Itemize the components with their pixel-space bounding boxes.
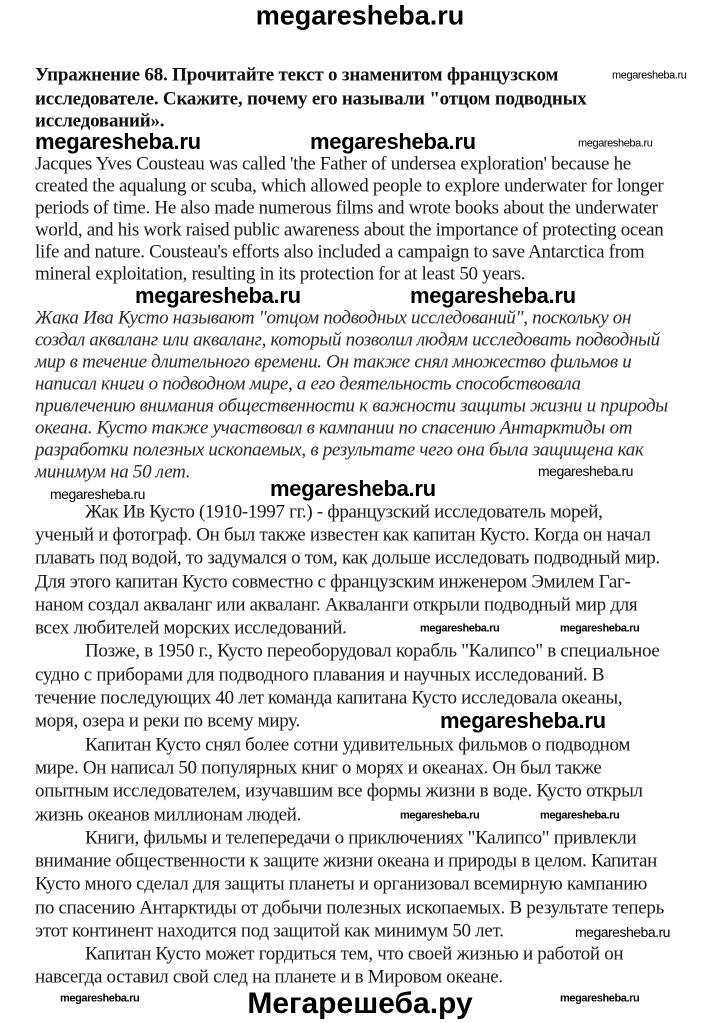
translation-line: создал акваланг или акваланг, который позволил людям исследовать подводный [35, 329, 660, 351]
watermark: megaresheba.ru [560, 622, 640, 635]
text-line: Для этого капитан Кусто совместно с французским инженером Эмилем Гаг- [35, 571, 631, 593]
watermark: megaresheba.ru [575, 924, 670, 940]
watermark: megaresheba.ru [578, 137, 653, 150]
watermark: megaresheba.ru [35, 129, 201, 154]
text-line: опытным исследователем, изучавшим все формы жизни в воде. Кусто открыл [35, 780, 643, 802]
text-line: плавать под водой, то задумался о том, как дольше исследовать подводный мир. [35, 547, 660, 569]
text-line: Кусто много сделал для защиты планеты и организовал всемирную кампанию [35, 873, 648, 895]
exercise-title-line: Упражнение 68. Прочитайте текст о знаменитом французском [35, 64, 559, 86]
exercise-title-line: исследований». [35, 110, 165, 132]
text-line: Жак Ив Кусто (1910-1997 гг.) - французский исследователь морей, [85, 501, 603, 523]
text-line: жизнь океанов миллионам людей. [35, 804, 302, 826]
watermark: megaresheba.ru [420, 622, 500, 635]
text-line: течение последующих 40 лет команда капитана Кусто исследовала океаны, [35, 687, 623, 709]
exercise-title-line: исследователе. Скажите, почему его называли "отцом подводных [35, 88, 587, 110]
text-line: Капитан Кусто снял более сотни удивительных фильмов о подводном [85, 734, 631, 756]
watermark: megaresheba.ru [270, 476, 436, 501]
text-line: всех любителей морских исследований. [35, 617, 347, 639]
text-line: навсегда оставил свой след на планете и в Мировом океане. [35, 966, 503, 988]
header-watermark: megaresheba.ru [255, 0, 465, 31]
translation-line: привлечению внимания общественности к важности защиты жизни и природы [35, 395, 668, 417]
english-line: periods of time. He also made numerous films and wrote books about the underwater [35, 197, 658, 219]
watermark: megaresheba.ru [540, 809, 620, 822]
watermark: megaresheba.ru [560, 992, 640, 1005]
translation-line: мир в течение длительного времени. Он также снял множество фильмов и [35, 351, 632, 373]
watermark: megaresheba.ru [60, 992, 140, 1005]
text-line: внимание общественности к защите жизни океана и природы в целом. Капитан [35, 850, 657, 872]
translation-line: разработки полезных ископаемых, в результате чего она была защищена как [35, 439, 644, 461]
english-line: Jacques Yves Cousteau was called 'the Father of undersea exploration' because he [35, 153, 631, 175]
watermark: megaresheba.ru [612, 69, 687, 82]
english-line: world, and his work raised public awareness about the importance of protecting ocean [35, 219, 664, 241]
text-line: по спасению Антарктиды от добычи полезных ископаемых. В результате теперь [35, 897, 664, 919]
watermark: megaresheba.ru [440, 708, 606, 733]
watermark: megaresheba.ru [400, 809, 480, 822]
text-line: наном создал акваланг или акваланг. Акваланги открыли подводный мир для [35, 594, 638, 616]
footer-watermark: Мегарешеба.ру [247, 987, 473, 1020]
watermark: megaresheba.ru [410, 283, 576, 308]
translation-line: минимум на 50 лет. [35, 461, 191, 483]
text-line: моря, озера и реки по всему миру. [35, 710, 300, 732]
watermark: megaresheba.ru [538, 463, 633, 479]
english-line: created the aqualung or scuba, which allowed people to explore underwater for longer [35, 175, 664, 197]
watermark: megaresheba.ru [50, 486, 145, 502]
translation-line: Жака Ива Кусто называют "отцом подводных исследований", поскольку он [35, 307, 632, 329]
text-line: Книги, фильмы и телепередачи о приключениях "Калипсо" привлекли [85, 827, 637, 849]
text-line: мире. Он написал 50 популярных книг о морях и океанах. Он был также [35, 757, 602, 779]
english-line: mineral exploitation, resulting in its protection for at least 50 years. [35, 263, 526, 285]
text-line: судно с приборами для подводного плавания и научных исследований. В [35, 664, 605, 686]
translation-line: океана. Кусто также участвовал в кампании по спасению Антарктиды от [35, 417, 633, 439]
translation-line: написал книги о подводном мире, а его деятельность способствовала [35, 373, 581, 395]
watermark: megaresheba.ru [310, 129, 476, 154]
text-line: Капитан Кусто может гордиться тем, что своей жизнью и работой он [85, 943, 624, 965]
text-line: ученый и фотограф. Он был также известен как капитан Кусто. Когда он начал [35, 524, 651, 546]
watermark: megaresheba.ru [135, 283, 301, 308]
text-line: этот континент находится под защитой как минимум 50 лет. [35, 920, 504, 942]
text-line: Позже, в 1950 г., Кусто переоборудовал корабль "Калипсо" в специальное [85, 640, 660, 662]
english-line: life and nature. Cousteau's efforts also included a campaign to save Antarctica from [35, 241, 645, 263]
